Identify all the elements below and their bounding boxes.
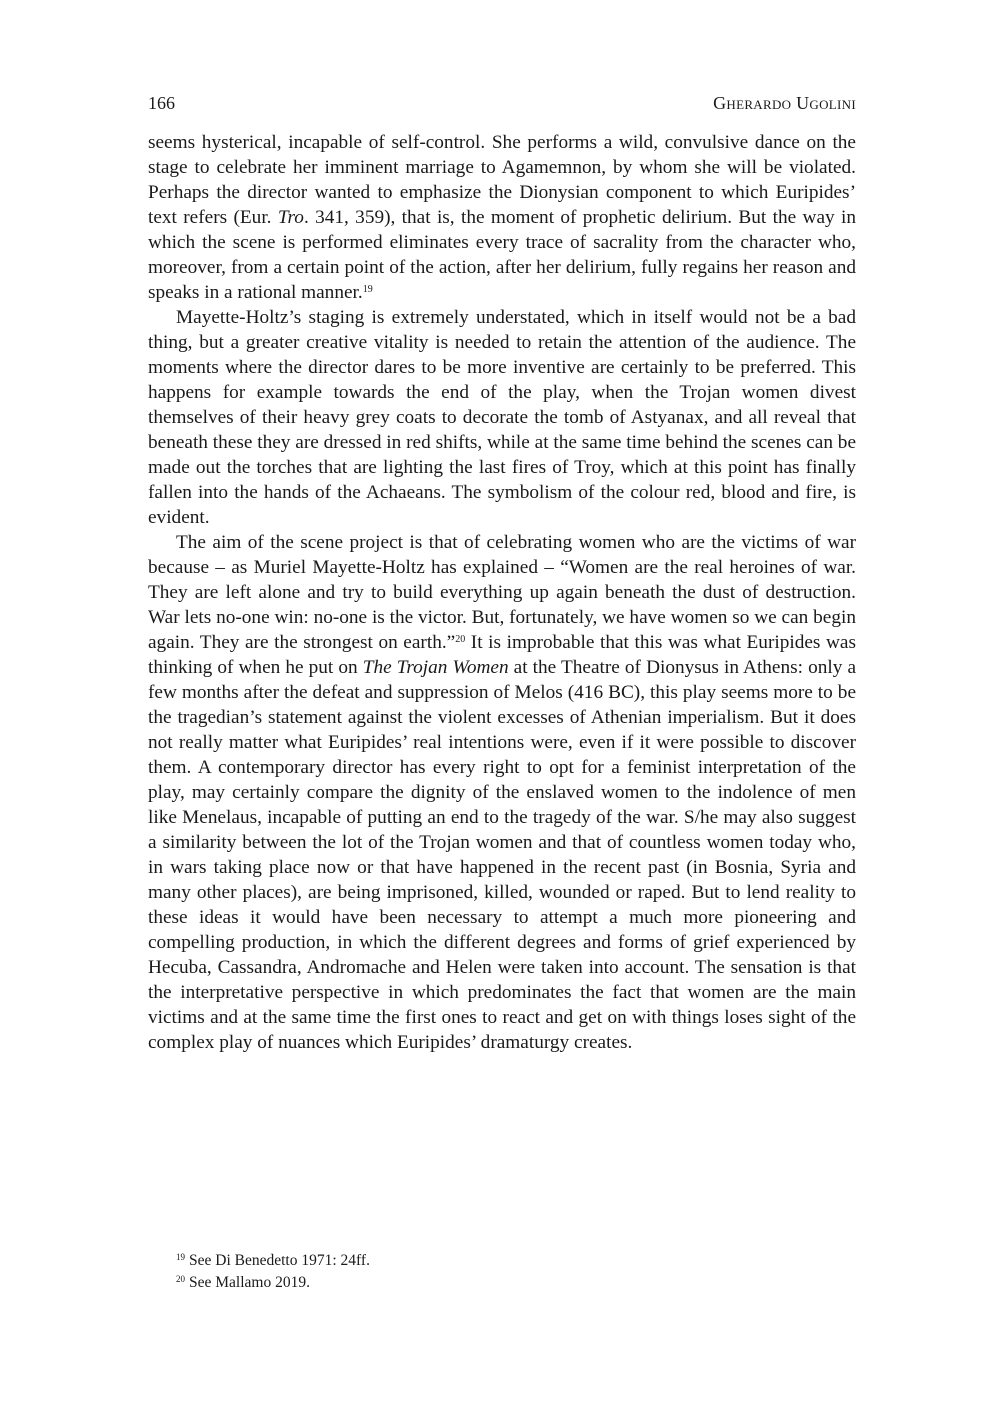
- text-segment: It is improbable that this was what Euripides was thinking of when he put on: [148, 632, 856, 678]
- footnote-number: 19: [176, 1252, 185, 1263]
- text-segment: seems hysterical, incapable of self-control. She performs a wild, convulsive dance on the stage to celebrate her imminent marriage to Agamemnon, by whom she will be violated. Perhaps the director wanted to emphasize the Dionysian component to which Euripides’ text refers (Eur.: [148, 132, 856, 228]
- text-segment: The aim of the scene project is that of celebrating women who are the victims of war because – as Muriel Mayette-Holtz has explained – “Women are the real heroines of war. They are left alone and try to build everything up again beneath the dust of destruction. War lets no-one win: no-one is the victor. But, fortunately, we have women so we can begin again. They are the strongest on earth.”: [148, 532, 856, 653]
- running-head-author: Gherardo Ugolini: [713, 93, 856, 113]
- footnote-ref: 20: [455, 634, 466, 645]
- paragraph-3: [148, 530, 856, 1055]
- page-number: 166: [148, 93, 175, 113]
- footnote-text: See Di Benedetto 1971: 24ff.: [189, 1252, 370, 1269]
- paragraph-1: [148, 130, 856, 305]
- body-text: [148, 130, 856, 1055]
- paragraph-2: [148, 305, 856, 530]
- text-segment: Mayette-Holtz’s staging is extremely understated, which in itself would not be a bad thing, but a greater creative vitality is needed to retain the attention of the audience. The moments where the director dares to be more inventive are certainly to be preferred. This happens for example towards the end of the play, when the Trojan women divest themselves of their heavy grey coats to decorate the tomb of Astyanax, and all reveal that beneath these they are dressed in red shifts, while at the same time behind the scenes can be made out the torches that are lighting the last fires of Troy, which at this point has finally fallen into the hands of the Achaeans. The symbolism of the colour red, blood and fire, is evident.: [148, 307, 856, 528]
- text-segment: at the Theatre of Dionysus in Athens: only a few months after the defeat and suppression of Melos (416 BC), this play seems more to be the tragedian’s statement against the violent excesses of Athenian imperialism. But it does not really matter what Euripides’ real intentions were, even if it were possible to discover them. A contemporary director has every right to opt for a feminist interpretation of the play, may certainly compare the dignity of the enslaved women to the indolence of men like Menelaus, incapable of putting an end to the tragedy of the war. S/he may also suggest a similarity between the lot of the Trojan women and that of countless women today who, in wars taking place now or that have happened in the recent past (in Bosnia, Syria and many other places), are being imprisoned, killed, wounded or raped. But to lend reality to these ideas it would have been necessary to attempt a much more pioneering and compelling production, in which the different degrees and forms of grief experienced by Hecuba, Cassandra, Andromache and Helen were taken into account. The sensation is that the interpretative perspective in which predominates the fact that women are the main victims and at the same time the first ones to react and get on with things loses sight of the complex play of nuances which Euripides’ dramaturgy creates.: [148, 657, 856, 1053]
- text-segment: . 341, 359), that is, the moment of prophetic delirium. But the way in which the scene is performed eliminates every trace of sacrality from the character who, moreover, from a certain point of the action, after her delirium, fully regains her reason and speaks in a rational manner.: [148, 207, 856, 303]
- italic-text: Tro: [277, 207, 304, 228]
- running-head: [148, 90, 856, 116]
- footnote-19: [176, 1250, 856, 1272]
- footnote-number: 20: [176, 1274, 185, 1285]
- footnotes: [176, 1250, 856, 1294]
- footnote-text: See Mallamo 2019.: [189, 1274, 310, 1291]
- footnote-ref: 19: [362, 284, 373, 295]
- footnote-20: [176, 1272, 856, 1294]
- italic-text: The Trojan Women: [362, 657, 509, 678]
